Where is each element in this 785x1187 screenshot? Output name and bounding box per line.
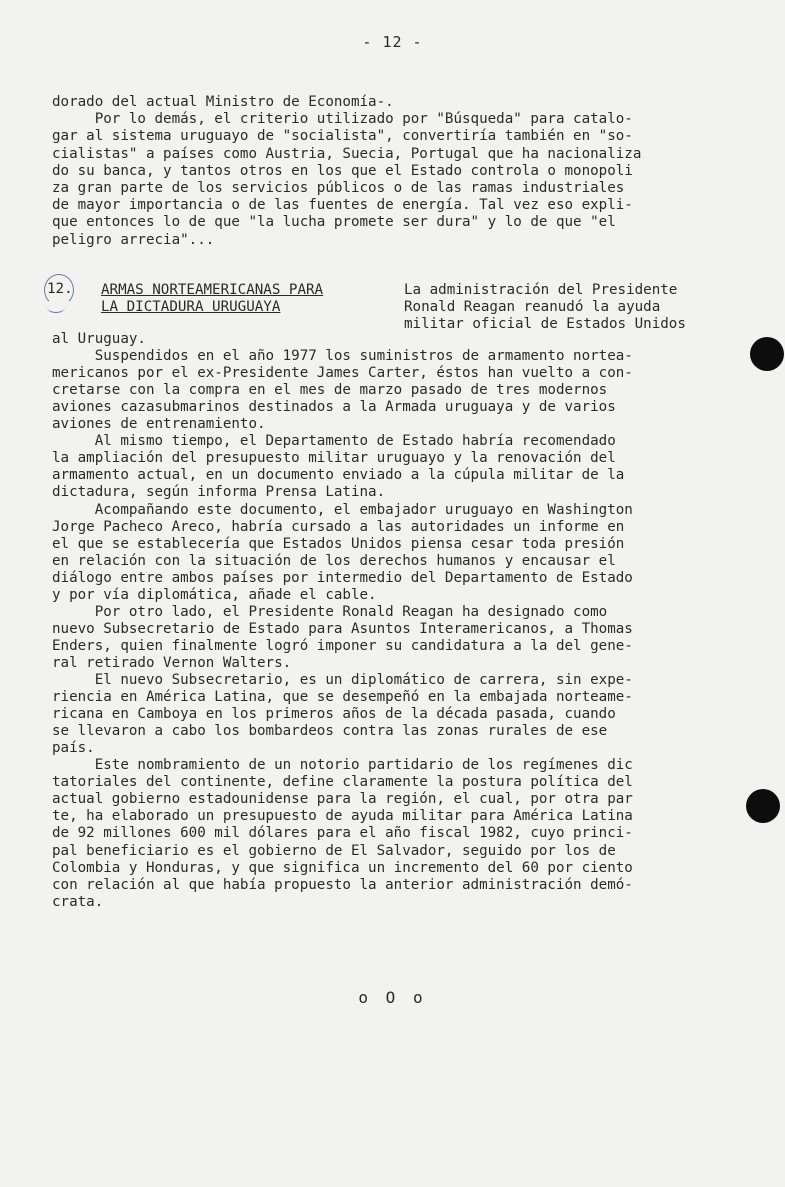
- text-line: aviones de entrenamiento.: [52, 416, 266, 433]
- text-line: nuevo Subsecretario de Estado para Asuntos Interamericanos, a Thomas: [52, 620, 633, 637]
- text-line: tatoriales del continente, define claramente la postura política del: [52, 774, 633, 791]
- page-number: - 12 -: [362, 33, 423, 51]
- text-line: de 92 millones 600 mil dólares para el año fiscal 1982, cuyo princi-: [52, 825, 633, 842]
- end-mark: o O o: [358, 988, 427, 1007]
- text-line: dictadura, según informa Prensa Latina.: [52, 484, 386, 501]
- text-line: riencia en América Latina, que se desempeñó en la embajada norteame-: [52, 689, 633, 706]
- text-line: actual gobierno estadounidense para la región, el cual, por otra par: [52, 791, 633, 808]
- text-line: al Uruguay.: [52, 331, 146, 347]
- text-line: za gran parte de los servicios públicos o de las ramas industriales: [52, 180, 625, 196]
- text-line: pal beneficiario es el gobierno de El Salvador, seguido por los de: [52, 842, 616, 859]
- punch-hole: [750, 337, 784, 371]
- text-line: gar al sistema uruguayo de "socialista", convertiría también en "so-: [52, 128, 633, 145]
- text-line: Enders, quien finalmente logró imponer su candidatura a la del gene-: [52, 637, 633, 654]
- text-line: Al mismo tiempo, el Departamento de Estado habría recomendado: [52, 433, 616, 450]
- text-line: Por otro lado, el Presidente Ronald Reagan ha designado como: [52, 603, 608, 620]
- text-line: crata.: [52, 893, 104, 910]
- text-line: país.: [52, 740, 95, 757]
- text-line: El nuevo Subsecretario, es un diplomático de carrera, sin expe-: [52, 672, 633, 688]
- text-line: ral retirado Vernon Walters.: [52, 654, 292, 671]
- section-title-line-1: ARMAS NORTEAMERICANAS PARA: [101, 282, 324, 298]
- text-line: dorado del actual Ministro de Economía-.: [52, 94, 394, 110]
- section-lead-line-1: La administración del Presidente: [404, 282, 678, 298]
- text-line: que entonces lo de que "la lucha promete ser dura" y lo de que "el: [52, 214, 616, 231]
- text-line: y por vía diplomática, añade el cable.: [52, 586, 377, 603]
- text-line: Jorge Pacheco Areco, habría cursado a las autoridades un informe en: [52, 518, 625, 535]
- handwritten-check-mark: [47, 302, 65, 313]
- text-line: Suspendidos en el año 1977 los suministros de armamento nortea-: [52, 348, 633, 365]
- text-line: con relación al que había propuesto la anterior administración demó-: [52, 876, 633, 893]
- text-line: cretarse con la compra en el mes de marzo pasado de tres modernos: [52, 382, 608, 399]
- text-line: de mayor importancia o de las fuentes de energía. Tal vez eso expli-: [52, 197, 633, 214]
- text-line: Este nombramiento de un notorio partidario de los regímenes dic: [52, 757, 633, 774]
- text-line: cialistas" a países como Austria, Suecia, Portugal que ha nacionaliza: [52, 145, 642, 162]
- section-lead-line-3: militar oficial de Estados Unidos: [404, 316, 686, 332]
- text-line: Por lo demás, el criterio utilizado por "Búsqueda" para catalo-: [52, 111, 633, 128]
- section-title-line-2: LA DICTADURA URUGUAYA: [101, 299, 281, 315]
- text-line: mericanos por el ex-Presidente James Carter, éstos han vuelto a con-: [52, 365, 633, 382]
- punch-hole: [746, 789, 780, 823]
- text-line: peligro arrecia"...: [52, 231, 215, 248]
- text-line: armamento actual, en un documento enviado a la cúpula militar de la: [52, 467, 625, 484]
- text-line: te, ha elaborado un presupuesto de ayuda militar para América Latina: [52, 808, 633, 825]
- text-line: en relación con la situación de los derechos humanos y encausar el: [52, 552, 616, 569]
- text-line: Acompañando este documento, el embajador uruguayo en Washington: [52, 501, 633, 518]
- text-line: do su banca, y tantos otros en los que el Estado controla o monopoli: [52, 162, 633, 179]
- text-line: Colombia y Honduras, y que significa un incremento del 60 por ciento: [52, 859, 633, 876]
- text-line: la ampliación del presupuesto militar uruguayo y la renovación del: [52, 450, 616, 467]
- text-line: diálogo entre ambos países por intermedio del Departamento de Estado: [52, 569, 633, 586]
- section-number: 12.: [47, 281, 73, 297]
- text-line: se llevaron a cabo los bombardeos contra las zonas rurales de ese: [52, 723, 608, 740]
- text-line: el que se establecería que Estados Unidos piensa cesar toda presión: [52, 535, 625, 552]
- text-line: ricana en Camboya en los primeros años de la década pasada, cuando: [52, 706, 616, 723]
- text-line: aviones cazasubmarinos destinados a la Armada uruguaya y de varios: [52, 399, 616, 416]
- section-lead-line-2: Ronald Reagan reanudó la ayuda: [404, 299, 661, 315]
